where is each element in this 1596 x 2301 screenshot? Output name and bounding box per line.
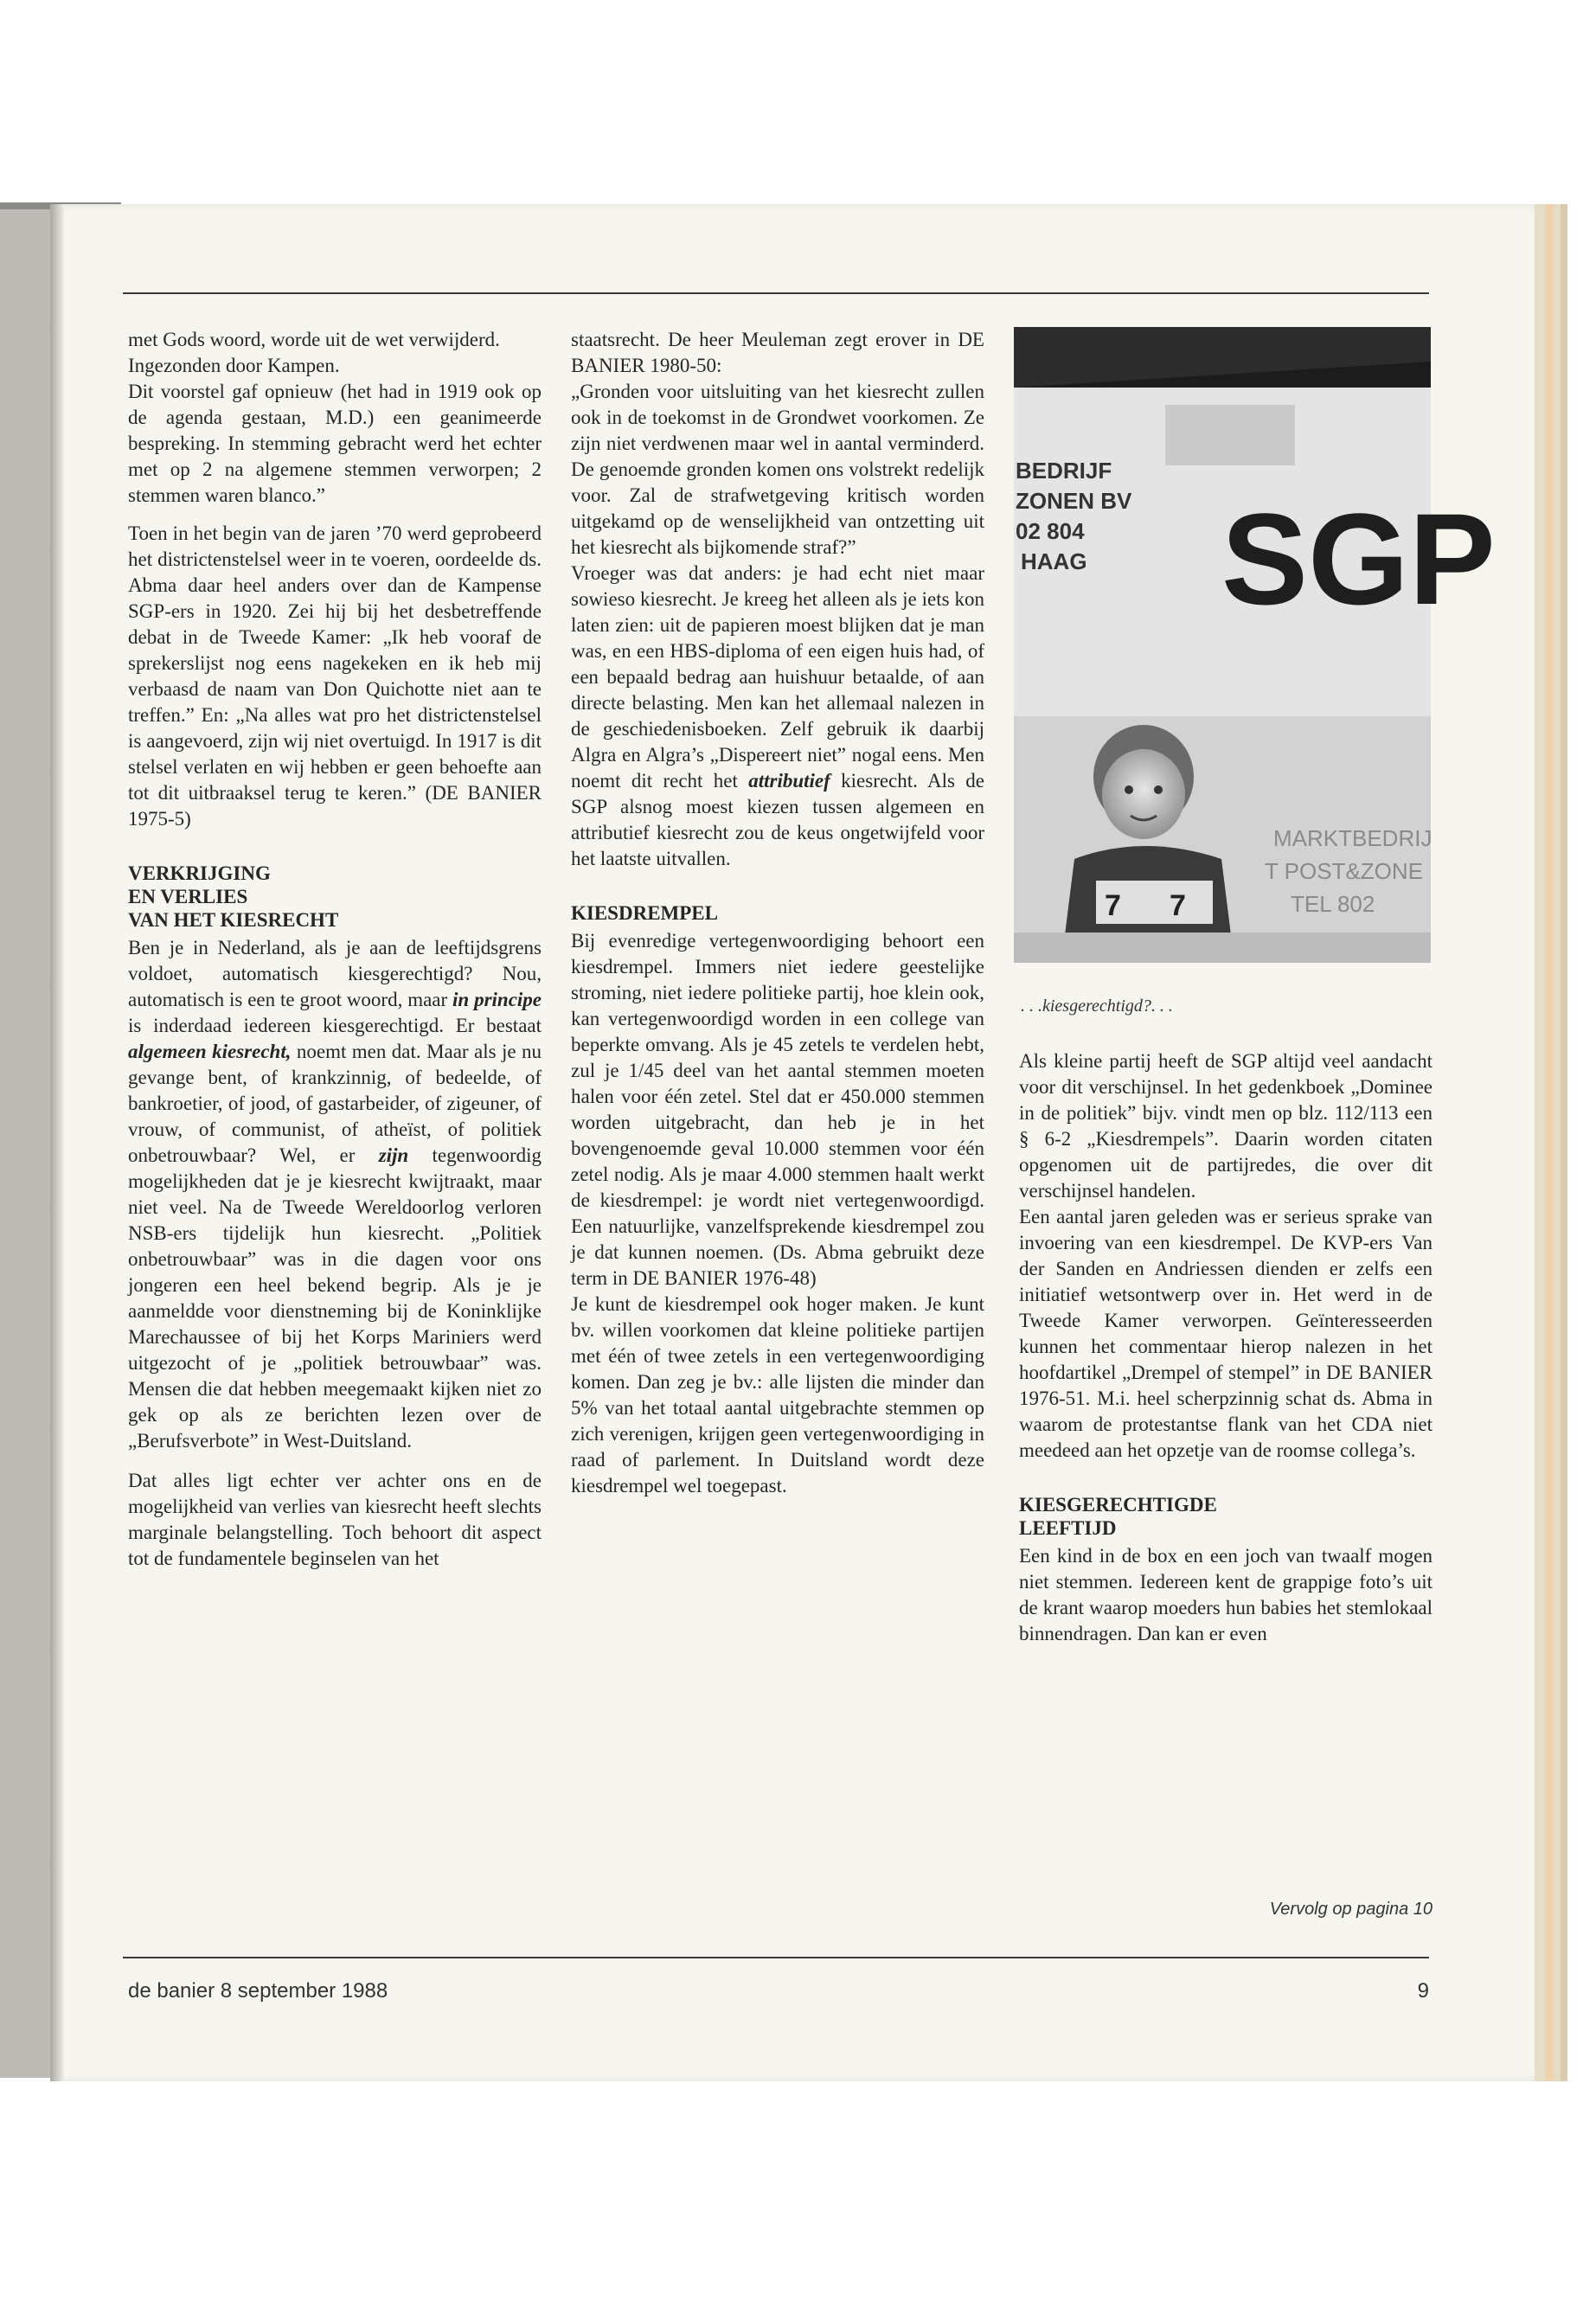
svg-text:7: 7 <box>1170 889 1186 922</box>
text-run: is inderdaad iedereen kiesgerechtigd. Er bestaat <box>128 1015 542 1036</box>
emphasis: zijn <box>378 1144 409 1166</box>
paragraph: Je kunt de kiesdrempel ook hoger maken. Je kunt bv. willen voorkomen dat kleine politieke partijen met één of twee zetels in een vertegenwoordiging komen. Dan zeg je bv.: alle lijsten die minder dan 5% van het totaal aantal uitgebrachte stemmen op zich verenigen, krijgen geen vertegenwoordiging in raad of parlement. In Duitsland wordt deze kiesdrempel wel toegepast. <box>571 1293 984 1497</box>
heading-line: EN VERLIES <box>128 886 248 907</box>
paragraph: Een kind in de box en een joch van twaalf mogen niet stemmen. Iedereen kent de grappige foto’s uit de krant waarop moeders hun babies het stemlokaal binnendragen. Dan kan er even <box>1019 1545 1433 1644</box>
text-run: noemt men dat. Maar als je nu gevange bent, of krankzinnig, of bedeelde, of bankroetier, of jood, of gastarbeider, of zigeuner, of vrouw, of communist, of atheïst, of politiek onbetrouwbaar? Wel, er <box>128 1041 542 1166</box>
section-heading <box>1019 1493 1433 1540</box>
heading-line: KIESDREMPEL <box>571 902 718 924</box>
column-3 <box>1019 1048 1433 1647</box>
photo-image <box>1014 327 1496 963</box>
sign-text: BEDRIJF <box>1016 458 1112 484</box>
heading-line: LEEFTIJD <box>1019 1517 1117 1539</box>
quote-paragraph: „Gronden voor uitsluiting van het kiesrecht zullen ook in de toekomst in de Grondwet voorkomen. Ze zijn niet verdwenen maar wel in aantal verminderd. De genoemde gronden komen ons volstrekt redelijk voor. Zal de strafwetgeving kritisch worden uitgekamd op de wenselijkheid van ontzetting uit het kiesrecht als bijkomende straf?” <box>571 381 984 558</box>
paragraph <box>571 561 984 872</box>
text-run: tegenwoordig mogelijkheden dat je je kiesrecht kwijtraakt, maar niet veel. Na de Tweede Wereldoorlog verloren NSB-ers tijdelijk hun kiesrecht. „Politiek onbetrouwbaar” was in die dagen voor ons jongeren een heel bekend begrip. Als je je aanmeldde voor dienstneming bij de Koninklijke Marechaussee of bij het Korps Mariniers werd uitgezocht of je „politiek betrouwbaar” was. Mensen die dat hebben meegemaakt kijken niet zo gek op als ze berichten lezen over de „Berufsverbote” in West-Duitsland. <box>128 1144 542 1452</box>
text-run: Ben je in Nederland, als je aan de leeftijdsgrens voldoet, automatisch kiesgerechtigd? Nou, automatisch is een te groot woord, maar <box>128 937 542 1010</box>
paragraph: staatsrecht. De heer Meuleman zegt erover in DE BANIER 1980-50: <box>571 329 984 376</box>
banner-text: SGP <box>1221 486 1496 631</box>
sign-text: MARKTBEDRIJ <box>1273 825 1433 851</box>
page-number: 9 <box>1417 1979 1429 2003</box>
section-heading <box>571 901 984 925</box>
column-1 <box>128 327 542 1572</box>
text-run: kiesrecht. Als de SGP alsnog moest kiezen tussen algemeen en attributief kiesrecht zou de keus ongetwijfeld voor het laatste uitvallen. <box>571 770 984 869</box>
paragraph: Toen in het begin van de jaren ’70 werd geprobeerd het districtenstelsel weer in te voeren, oordeelde ds. Abma daar heel anders over dan de Kampense SGP-ers in 1920. Zei hij bij het desbetreffende debat in de Tweede Kamer: „Ik heb vooraf de sprekerslijst nog eens nagekeken en ik heb mij verbaasd de naam van Don Quichotte niet aan te treffen.” En: „Na alles wat pro het districtenstelsel is aangevoerd, zijn wij niet overtuigd. In 1917 is dit stelsel verlaten en wij hebben er geen behoefte aan tot dit uitbraaksel terug te keren.” (DE BANIER 1975-5) <box>128 522 542 830</box>
sign-text: HAAG <box>1021 548 1087 574</box>
emphasis: attributief <box>748 770 830 792</box>
page-stack-edge <box>1554 204 1561 2081</box>
footer-issue: de banier 8 september 1988 <box>128 1979 388 2003</box>
top-rule <box>123 292 1429 294</box>
page-stack-edge <box>1535 204 1545 2081</box>
page-stack-edge <box>1545 204 1554 2081</box>
heading-line: VERKRIJGING <box>128 862 271 884</box>
photo-boy-sgp-banner <box>1014 327 1496 963</box>
paragraph: Als kleine partij heeft de SGP altijd veel aandacht voor dit verschijnsel. In het gedenkboek „Dominee in de politiek” bijv. vindt men op blz. 112/113 een § 6-2 „Kiesdrempels”. Daarin worden citaten opgenomen uit de partijredes, die over dit verschijnsel handelen. <box>1019 1050 1433 1202</box>
paragraph <box>128 935 542 1454</box>
boy-face <box>1102 749 1185 839</box>
sign-text: 02 804 <box>1016 518 1085 544</box>
sign-text: TEL 802 <box>1291 891 1375 917</box>
svg-text:7: 7 <box>1105 889 1121 922</box>
sign-text: T POST&ZONE <box>1265 858 1423 884</box>
sign-text: ZONEN BV <box>1016 488 1132 514</box>
spine-shadow <box>50 204 64 2081</box>
paragraph: Dit voorstel gaf opnieuw (het had in 1919 ook op de agenda gestaan, M.D.) een geanimeerde bespreking. In stemming gebracht werd het echter met op 2 na algemene stemmen verworpen; 2 stemmen waren blanco.” <box>128 381 542 506</box>
paragraph: met Gods woord, worde uit de wet verwijderd. <box>128 329 500 350</box>
previous-page <box>0 209 54 2078</box>
heading-line: VAN HET KIESRECHT <box>128 909 339 931</box>
paragraph: Bij evenredige vertegenwoordiging behoort een kiesdrempel. Immers niet iedere geestelijke stroming, niet iedere politieke partij, hoe klein ook, kan vertegenwoordigd worden in een college van beperkte omvang. Als je 45 zetels te verdelen hebt, zul je 1/45 deel van het aantal stemmen moeten halen voor één zetel. Stel dat er 450.000 stemmen worden uitgebracht, dan heb je in het bovengenoemde geval 10.000 stemmen voor één zetel nodig. Als je maar 4.000 stemmen haalt werkt de kiesdrempel: je wordt niet vertegenwoordigd. Een natuurlijke, vanzelfsprekende kiesdrempel zou je dat kunnen noemen. (Ds. Abma gebruikt deze term in DE BANIER 1976-48) <box>571 930 984 1289</box>
page-stack-edge <box>1561 204 1567 2081</box>
photo-caption: . . .kiesgerechtigd?. . . <box>1021 997 1173 1016</box>
heading-line: KIESGERECHTIGDE <box>1019 1494 1217 1516</box>
paragraph: Ingezonden door Kampen. <box>128 355 340 376</box>
section-heading <box>128 862 542 932</box>
continued-note: Vervolg op pagina 10 <box>1269 1900 1433 1919</box>
bottom-rule <box>123 1957 1429 1958</box>
emphasis: in principe <box>452 989 542 1010</box>
paragraph: Een aantal jaren geleden was er serieus sprake van invoering van een kiesdrempel. De KVP-ers Van der Sanden en Andriessen dienden er zelfs een initiatief wetsontwerp over in. Het werd in de Tweede Kamer verworpen. Geïnteresseerden kunnen het commentaar hierop nalezen in het hoofdartikel „Drempel of stempel” in DE BANIER 1976-51. M.i. heel scherpzinnig schat ds. Abma in waarom de protestantse flank van het CDA niet meedeed aan het opzetje van de roomse collega’s. <box>1019 1206 1433 1461</box>
paragraph: Dat alles ligt echter ver achter ons en de mogelijkheid van verlies van kiesrecht heeft slechts marginale belangstelling. Toch behoort dit aspect tot de fundamentele beginselen van het <box>128 1470 542 1569</box>
text-run: Vroeger was dat anders: je had echt niet maar sowieso kiesrecht. Je kreeg het alleen als je iets kon laten zien: uit de papieren moest blijken dat je man was, en een HBS-diploma of een eigen huis had, of een bepaald bedrag aan huishuur betaalde, of aan directe belasting. Men kan het allemaal nalezen in de geschiedenisboeken. Zelf gebruik ik daarbij Algra en Algra’s „Dispereert niet” nogal eens. Men noemt dit recht het <box>571 562 984 792</box>
column-2 <box>571 327 984 1499</box>
emphasis: algemeen kiesrecht, <box>128 1041 292 1062</box>
